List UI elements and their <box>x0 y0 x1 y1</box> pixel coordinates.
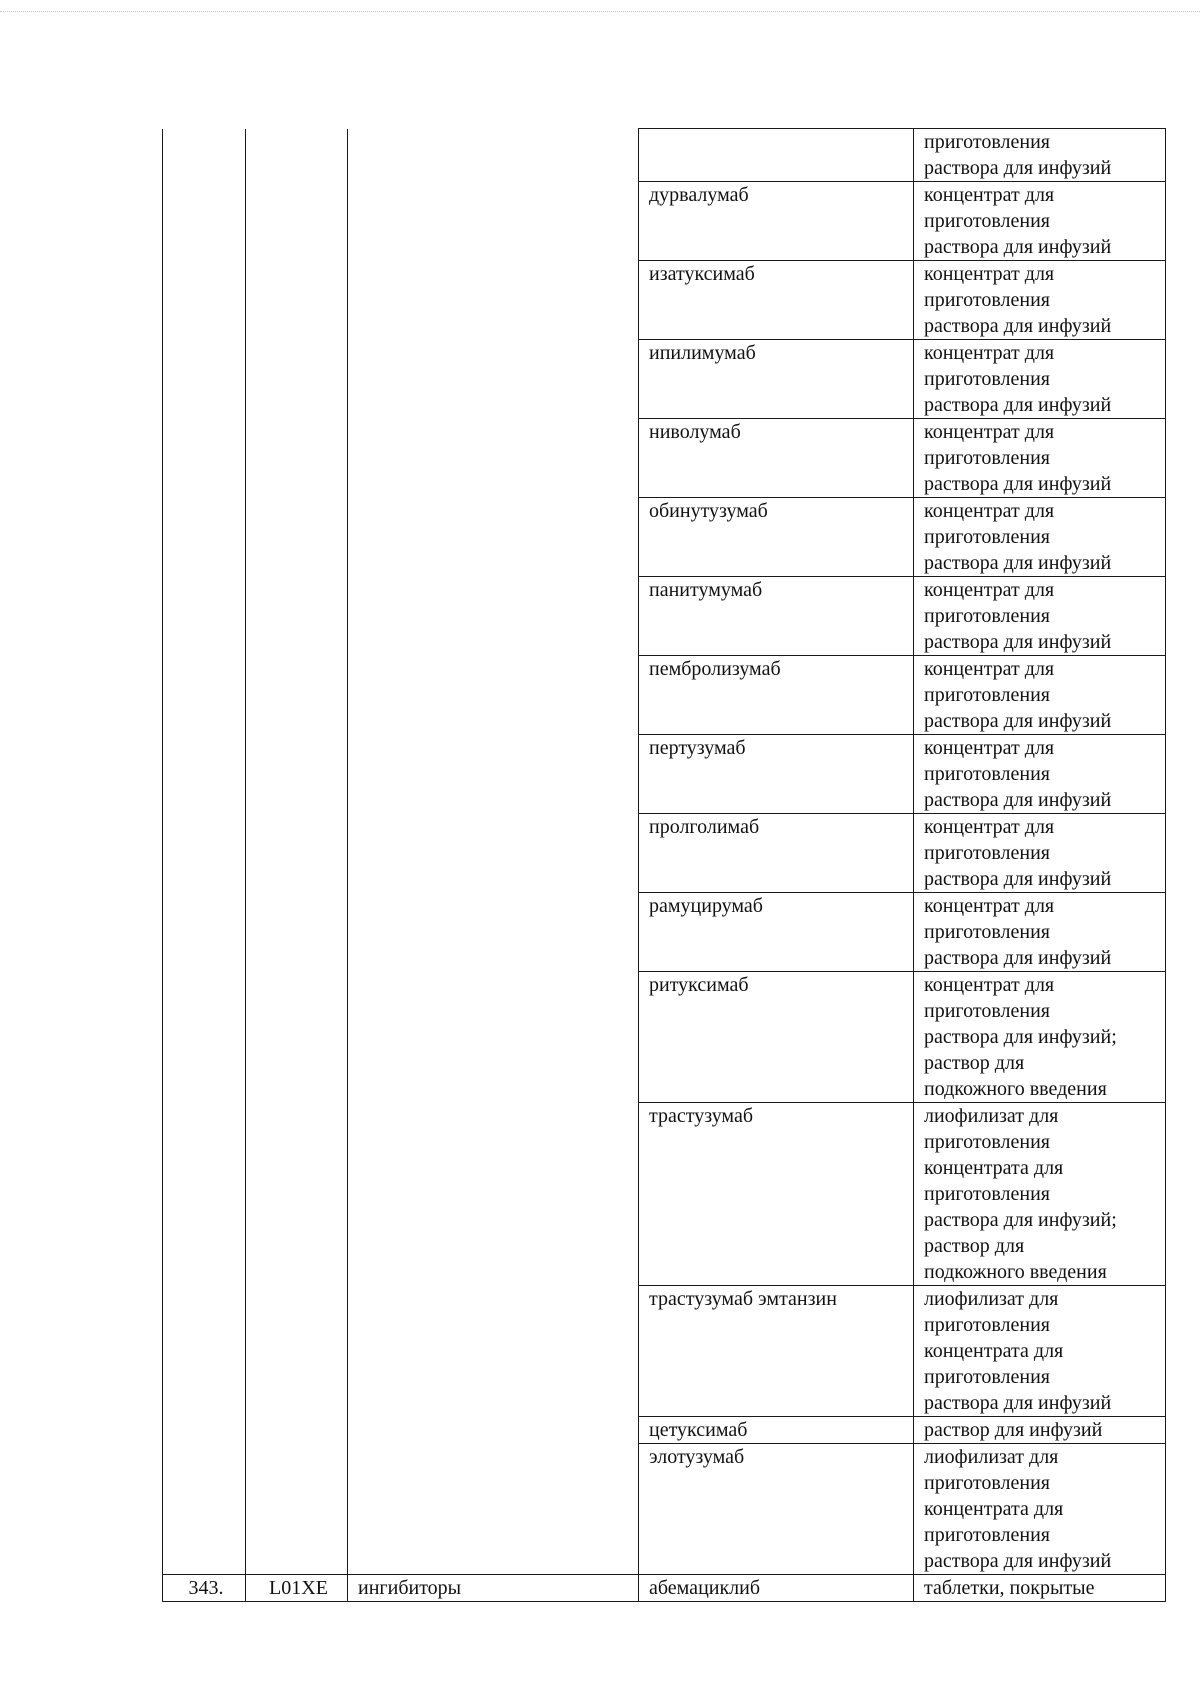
dosage-form-cell <box>914 814 1166 893</box>
dosage-form-line: приготовления <box>924 289 1050 311</box>
dosage-form-cell <box>914 1286 1166 1417</box>
dosage-form-line: подкожного введения <box>924 1078 1107 1100</box>
dosage-form-line: приготовления <box>924 210 1050 232</box>
dosage-form-cell <box>914 577 1166 656</box>
dosage-form-line: приготовления <box>924 605 1050 627</box>
dosage-form-cell <box>914 419 1166 498</box>
dosage-form-line: раствора для инфузий <box>924 552 1112 574</box>
dosage-form-cell <box>914 498 1166 577</box>
dosage-form-line: приготовления <box>924 1131 1050 1153</box>
drug-name-cell: пембролизумаб <box>639 656 914 735</box>
atc-code-cell <box>246 129 348 1575</box>
table-row <box>163 129 1166 182</box>
dosage-form-line: приготовления <box>924 1183 1050 1205</box>
dosage-form-line: приготовления <box>924 684 1050 706</box>
dosage-form-line: раствора для инфузий; <box>924 1026 1117 1048</box>
dosage-form-line: приготовления <box>924 1524 1050 1546</box>
dosage-form-line: лиофилизат для <box>924 1446 1059 1468</box>
dosage-form-line: раствора для инфузий <box>924 157 1112 179</box>
drug-name-cell: дурвалумаб <box>639 182 914 261</box>
dosage-form-cell <box>914 261 1166 340</box>
dosage-form-cell <box>914 656 1166 735</box>
dosage-form-line: раствор для <box>924 1235 1025 1257</box>
dosage-form-cell <box>914 735 1166 814</box>
dosage-form-cell <box>914 340 1166 419</box>
dosage-form-line: лиофилизат для <box>924 1288 1059 1310</box>
dosage-form-line: раствора для инфузий <box>924 710 1112 732</box>
dosage-form-line: концентрат для <box>924 895 1055 917</box>
drug-name-cell: изатуксимаб <box>639 261 914 340</box>
drug-name-cell: ниволумаб <box>639 419 914 498</box>
dosage-form-cell <box>914 893 1166 972</box>
dosage-form-line: раствор для <box>924 1052 1025 1074</box>
dosage-form-line: приготовления <box>924 526 1050 548</box>
dosage-form-line: приготовления <box>924 1472 1050 1494</box>
dosage-form-line: раствора для инфузий <box>924 236 1112 258</box>
dosage-form-line: раствора для инфузий <box>924 315 1112 337</box>
dosage-form-line: раствора для инфузий; <box>924 1209 1117 1231</box>
dosage-form-line: концентрата для <box>924 1157 1064 1179</box>
dosage-form-line: концентрат для <box>924 184 1055 206</box>
dosage-form-line: приготовления <box>924 1366 1050 1388</box>
drug-name-cell: ипилимумаб <box>639 340 914 419</box>
group-cell <box>348 129 639 1575</box>
drug-name-cell: рамуцирумаб <box>639 893 914 972</box>
dosage-form-cell <box>914 972 1166 1103</box>
drug-name-cell <box>639 129 914 182</box>
dosage-form-line: концентрат для <box>924 737 1055 759</box>
dosage-form-line: приготовления <box>924 842 1050 864</box>
drug-name-cell: ритуксимаб <box>639 972 914 1103</box>
dosage-form-line: раствора для инфузий <box>924 1550 1112 1572</box>
drug-name-cell: панитумумаб <box>639 577 914 656</box>
dosage-form-line: концентрат для <box>924 263 1055 285</box>
dosage-form-line: раствора для инфузий <box>924 947 1112 969</box>
dosage-form-line: концентрат для <box>924 816 1055 838</box>
drug-name-cell: абемациклиб <box>639 1575 914 1602</box>
dosage-form-cell <box>914 129 1166 182</box>
dosage-form-line: концентрат для <box>924 579 1055 601</box>
dosage-form-line: приготовления <box>924 1314 1050 1336</box>
drug-name-cell: цетуксимаб <box>639 1417 914 1444</box>
dosage-form-line: концентрата для <box>924 1340 1064 1362</box>
dosage-form-line: приготовления <box>924 368 1050 390</box>
dosage-form-line: приготовления <box>924 763 1050 785</box>
row-number-cell <box>163 129 246 1575</box>
drug-name-cell: элотузумаб <box>639 1444 914 1575</box>
dosage-form-cell <box>914 1417 1166 1444</box>
drug-name-cell: трастузумаб <box>639 1103 914 1286</box>
dosage-form-line: приготовления <box>924 447 1050 469</box>
dosage-form-cell: таблетки, покрытые <box>914 1575 1166 1602</box>
dosage-form-line: приготовления <box>924 921 1050 943</box>
drug-name-cell: пертузумаб <box>639 735 914 814</box>
dosage-form-line: лиофилизат для <box>924 1105 1059 1127</box>
dosage-form-line: концентрат для <box>924 658 1055 680</box>
dosage-form-line: концентрат для <box>924 342 1055 364</box>
scan-edge-rule <box>0 11 1200 12</box>
medication-table <box>162 128 1166 1602</box>
group-cell: ингибиторы <box>348 1575 639 1602</box>
dosage-form-line: приготовления <box>924 131 1050 153</box>
dosage-form-cell <box>914 1444 1166 1575</box>
dosage-form-line: раствора для инфузий <box>924 789 1112 811</box>
drug-name-cell: пролголимаб <box>639 814 914 893</box>
atc-code-cell: L01XE <box>246 1575 348 1602</box>
table-row-last <box>163 1575 1166 1602</box>
dosage-form-line: раствор для инфузий <box>924 1419 1103 1441</box>
drug-name-cell: обинутузумаб <box>639 498 914 577</box>
dosage-form-line: раствора для инфузий <box>924 631 1112 653</box>
dosage-form-cell <box>914 182 1166 261</box>
medication-table-body <box>163 129 1166 1602</box>
dosage-form-line: раствора для инфузий <box>924 473 1112 495</box>
dosage-form-line: концентрат для <box>924 974 1055 996</box>
dosage-form-line: концентрат для <box>924 500 1055 522</box>
dosage-form-line: концентрат для <box>924 421 1055 443</box>
dosage-form-cell <box>914 1103 1166 1286</box>
row-number-cell: 343. <box>163 1575 246 1602</box>
drug-name-cell: трастузумаб эмтанзин <box>639 1286 914 1417</box>
dosage-form-line: раствора для инфузий <box>924 394 1112 416</box>
dosage-form-line: концентрата для <box>924 1498 1064 1520</box>
dosage-form-line: приготовления <box>924 1000 1050 1022</box>
dosage-form-line: раствора для инфузий <box>924 868 1112 890</box>
dosage-form-line: раствора для инфузий <box>924 1392 1112 1414</box>
dosage-form-line: подкожного введения <box>924 1261 1107 1283</box>
